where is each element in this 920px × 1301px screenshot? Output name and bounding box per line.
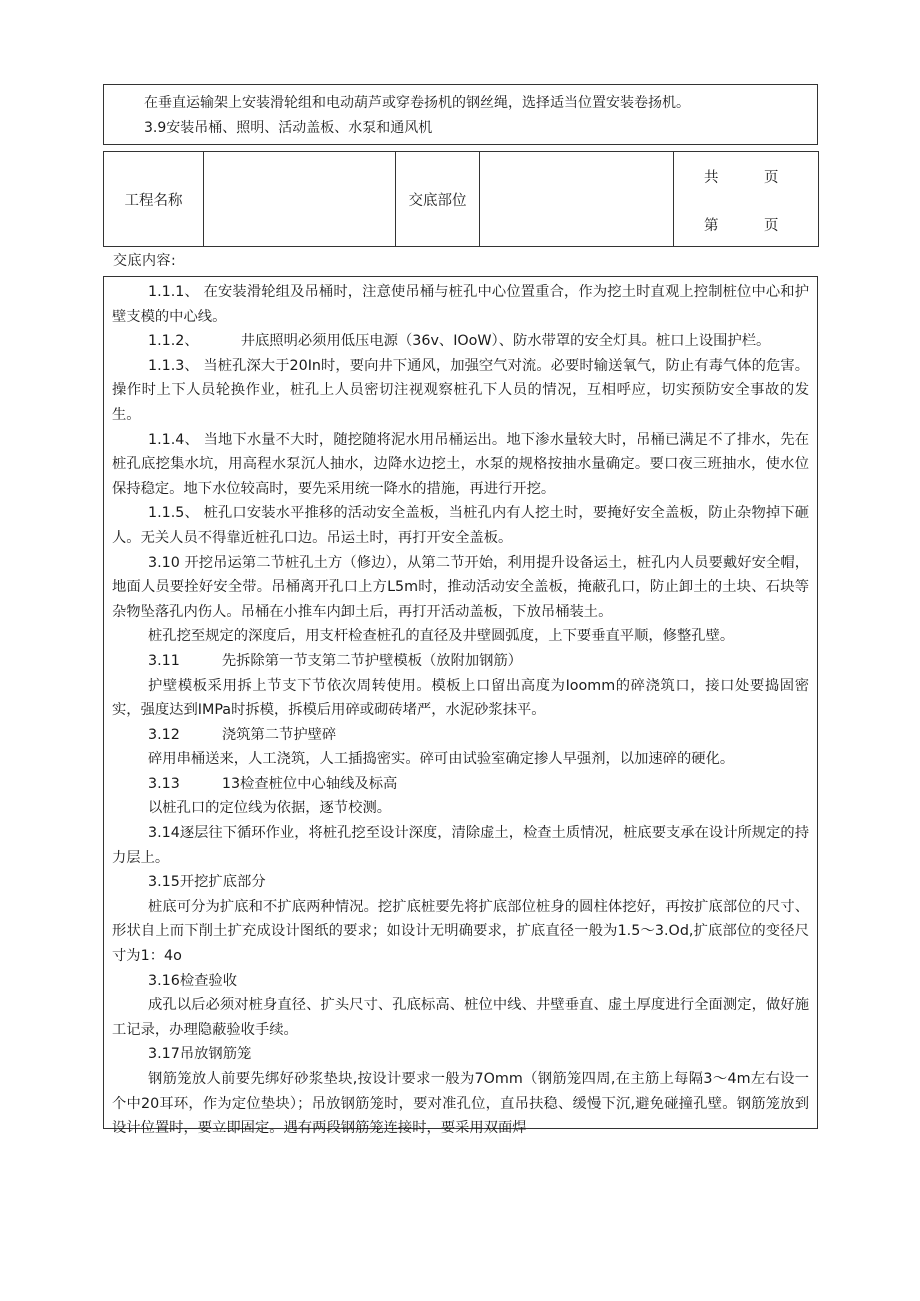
- top-line-1: 在垂直运输架上安装滑轮组和电动葫芦或穿卷扬机的钢丝绳，选择适当位置安装卷扬机。: [144, 95, 690, 111]
- paragraph: 以桩孔口的定位线为依据，逐节校测。: [148, 800, 392, 817]
- paragraph: 1.1.4、 当地下水量不大时，随挖随将泥水用吊桶运出。地下渗水量较大时，吊桶已满足不了排水，先在桩孔底挖集水坑，用高程水泵沉人抽水，边降水边挖土，水泵的规格按抽水量确定。要口夜三班抽水，使水位保持稳定。地下水位较高时，要先采用统一降水的措施，再进行开挖。: [112, 431, 809, 497]
- paragraph: [112, 772, 809, 797]
- paragraph-number: 1.1.2、: [148, 333, 199, 350]
- paragraph: 钢筋笼放人前要先绑好砂浆垫块,按设计要求一般为7Omm（钢筋笼四周,在主筋上每隔3～4m左右设一个中20耳环，作为定位垫块）；吊放钢筋笼时，要对准孔位，直吊扶稳、缓慢下沉,避免碰撞孔壁。钢筋笼放到设计位置时，要立即固定。遇有两段钢筋笼连接时，要采用双面焊: [112, 1071, 809, 1137]
- paragraph-text: 13检查桩位中心轴线及标高: [221, 775, 398, 792]
- paragraph: 3.15开挖扩底部分: [148, 874, 266, 891]
- paragraph-number: 3.11: [148, 652, 180, 669]
- paragraph: 桩孔挖至规定的深度后，用支杆检查桩孔的直径及井壁圆弧度，上下要垂直平顺，修整孔壁。: [148, 628, 735, 645]
- paragraph: 3.10 开挖吊运第二节桩孔土方（修边），从第二节开始，利用提升设备运土，桩孔内人员要戴好安全帽，地面人员要拴好安全带。吊桶离开孔口上方L5m时，推动活动安全盖板，掩蔽孔口，防止卸土的土块、石块等杂物坠落孔内伤人。吊桶在小推车内卸土后，再打开活动盖板，下放吊桶装土。: [112, 554, 809, 620]
- paragraph-text: 井底照明必须用低压电源（36v、IOoW）、防水带罩的安全灯具。桩口上设围护栏。: [240, 333, 771, 350]
- total-label: 共: [704, 170, 719, 186]
- current-page-unit: 页: [764, 218, 779, 234]
- paragraph-text: 浇筑第二节护壁碎: [221, 726, 337, 743]
- content-body: [103, 276, 818, 1137]
- paragraph: 碎用串桶送来，人工浇筑，人工插捣密实。碎可由试验室确定掺人早强剂，以加速碎的硬化。: [148, 751, 735, 768]
- total-page-unit: 页: [764, 170, 779, 186]
- paragraph: 桩底可分为扩底和不扩底两种情况。挖扩底桩要先将扩底部位桩身的圆柱体挖好，再按扩底部位的尺寸、形状自上而下削土扩充成设计图纸的要求；如设计无明确要求，扩底直径一般为1.5～3.Od,扩底部位的变径尺寸为1：4o: [112, 898, 809, 965]
- handover-part-label: 交底部位: [396, 152, 480, 247]
- paragraph-number: 3.13: [148, 775, 180, 792]
- project-name-value: [204, 152, 396, 247]
- project-name-label: 工程名称: [104, 152, 204, 247]
- paragraph: 3.14逐层往下循环作业，将桩孔挖至设计深度，清除虚土，检查土质情况，桩底要支承在设计所规定的持力层上。: [112, 825, 809, 866]
- paragraph: [112, 649, 809, 674]
- paragraph: 1.1.3、 当桩孔深大于20In时，要向井下通风，加强空气对流。必要时输送氧气，防止有毒气体的危害。操作时上下人员轮换作业，桩孔上人员密切注视观察桩孔下人员的情况，互相呼应，切实预防安全事故的发生。: [112, 357, 809, 423]
- page-count-cell: [674, 152, 819, 247]
- content-label: 交底内容:: [113, 253, 177, 269]
- paragraph: 3.17吊放钢筋笼: [148, 1046, 252, 1063]
- paragraph: [112, 329, 809, 354]
- paragraph: 3.16检查验收: [148, 972, 238, 989]
- info-table: [103, 151, 819, 247]
- top-line-2: 3.9安装吊桶、照明、活动盖板、水泵和通风机: [144, 120, 433, 136]
- paragraph: 成孔以后必须对桩身直径、扩头尺寸、孔底标高、桩位中线、井壁垂直、虚土厚度进行全面测定，做好施工记录，办理隐蔽验收手续。: [112, 997, 809, 1038]
- paragraph: 1.1.1、 在安装滑轮组及吊桶时，注意使吊桶与桩孔中心位置重合，作为挖土时直观上控制桩位中心和护壁支模的中心线。: [112, 284, 809, 325]
- paragraph: [112, 723, 809, 748]
- handover-part-value: [480, 152, 674, 247]
- current-label: 第: [704, 218, 719, 234]
- paragraph-number: 3.12: [148, 726, 180, 743]
- paragraph: 护壁模板采用拆上节支下节依次周转使用。模板上口留出高度为Ioomm的碎浇筑口，接口处要捣固密实，强度达到IMPa时拆模，拆模后用碎或砌砖堵严，水泥砂浆抹平。: [112, 677, 809, 719]
- paragraph: 1.1.5、 桩孔口安装水平推移的活动安全盖板，当桩孔内有人挖土时，要掩好安全盖板，防止杂物掉下砸人。无关人员不得靠近桩孔口边。吊运土时，再打开安全盖板。: [112, 505, 809, 546]
- top-text-box: [103, 84, 818, 145]
- paragraph-text: 先拆除第一节支第二节护壁模板（放附加钢筋）: [221, 652, 523, 669]
